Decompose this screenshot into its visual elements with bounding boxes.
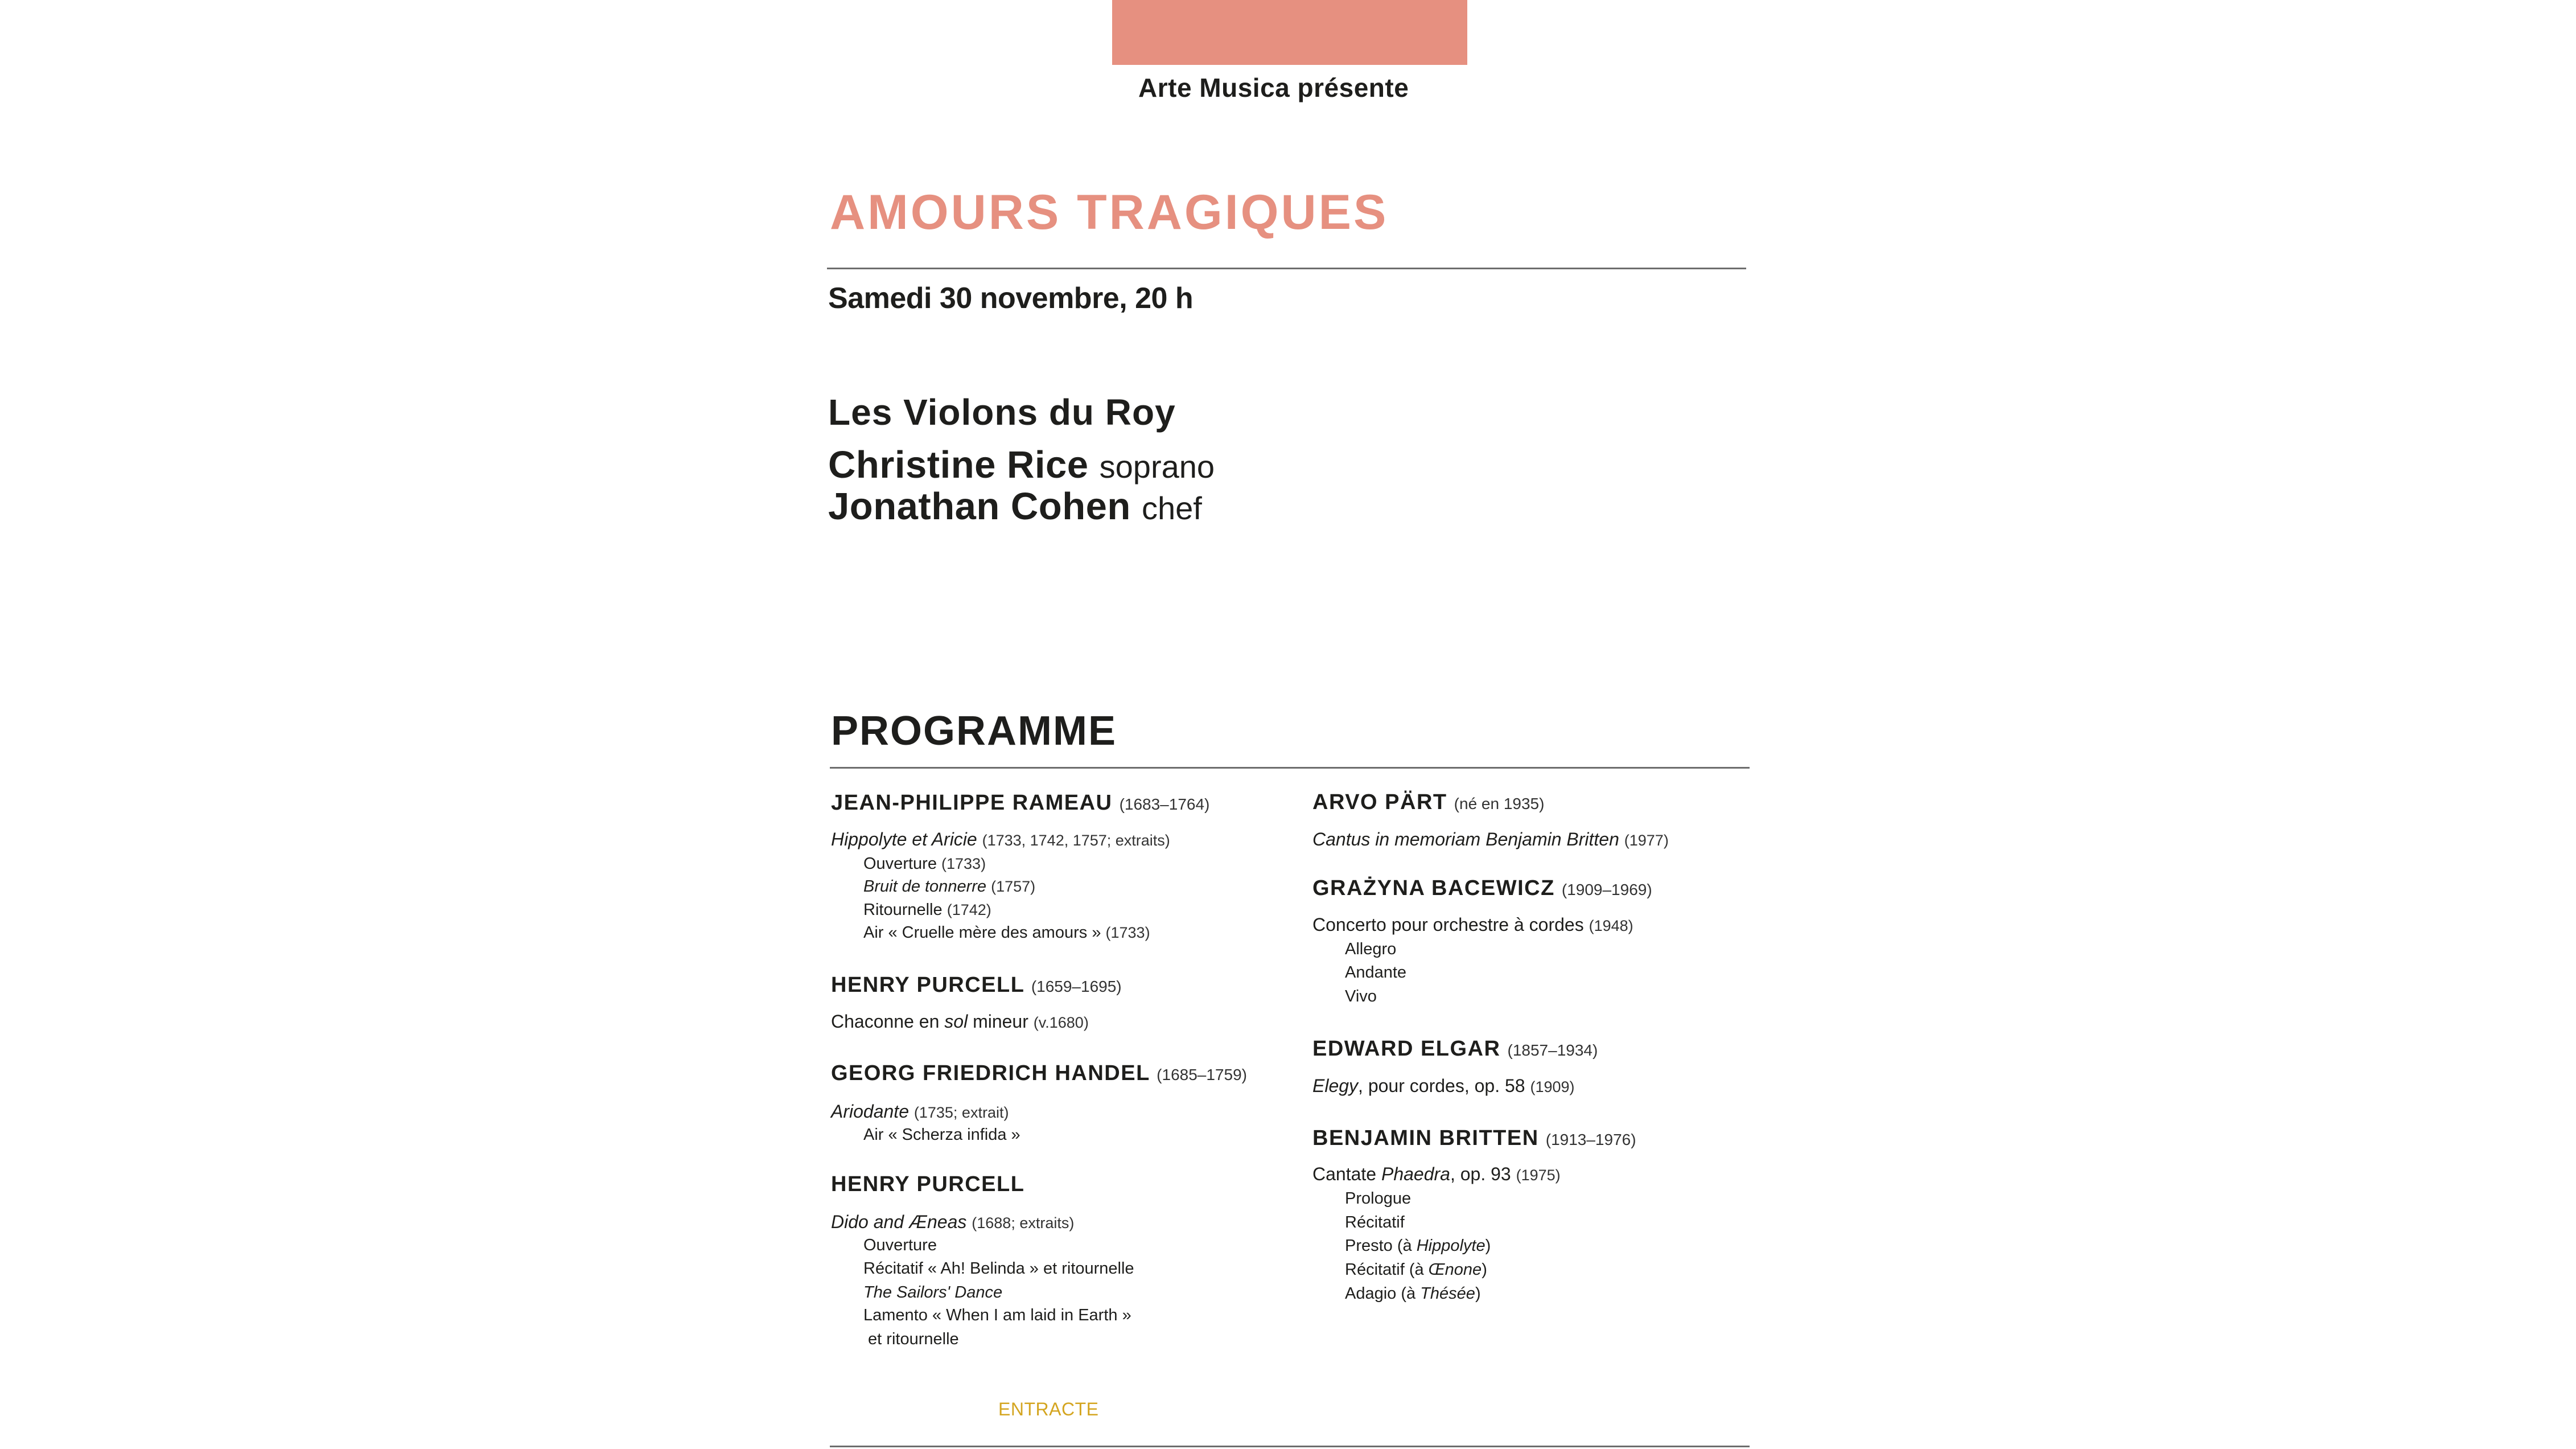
movement-dates: (1733) [941,855,986,872]
composer-name: BENJAMIN BRITTEN [1312,1126,1539,1150]
work-title [831,1102,1009,1120]
movement-item: Vivo [1345,987,1377,1005]
composer-heading [831,792,1209,814]
composer-name: ARVO PÄRT [1312,790,1447,814]
movement-item: et ritournelle [863,1330,959,1348]
work-dates: (1975) [1516,1167,1561,1184]
composer-dates: (1659–1695) [1031,978,1122,995]
divider [830,767,1750,769]
work-name-rest: , pour cordes, op. 58 [1358,1076,1525,1096]
composer-dates: (1857–1934) [1507,1041,1598,1059]
performer-conductor [828,487,1202,526]
movement-item: Ouverture [863,1236,937,1254]
movement-item [1345,1238,1491,1254]
work-title [1312,830,1669,848]
performer-soprano [828,446,1215,484]
composer-name: EDWARD ELGAR [1312,1037,1501,1061]
composer-dates: (1913–1976) [1545,1131,1636,1148]
movement-item [863,856,986,872]
performer-role: chef [1141,490,1202,526]
work-dates: (1948) [1589,917,1633,934]
work-name: Ariodante [831,1101,909,1122]
movement-item [863,925,1150,941]
programme-heading: PROGRAMME [831,708,1117,754]
performer-name: Jonathan Cohen [828,485,1131,528]
work-dates: (1735; extrait) [913,1104,1009,1121]
composer-heading [1312,1038,1598,1060]
performer-role: soprano [1099,449,1215,485]
movement-item: Prologue [1345,1189,1412,1208]
movement-item: Air « Scherza infida » [863,1126,1020,1144]
intermission-label: ENTRACTE [998,1399,1099,1419]
work-title [1312,916,1633,934]
movement-character: Thésée [1420,1284,1475,1303]
work-name-rest: , op. 93 [1450,1164,1511,1184]
movement-item [1345,1286,1481,1302]
composer-heading [1312,791,1544,813]
work-dates: (1977) [1624,832,1669,849]
movement-item: Andante [1345,963,1407,982]
work-title [831,830,1170,848]
work-title [1312,1077,1575,1095]
performer-name: Christine Rice [828,444,1089,486]
work-name: Dido and Æneas [831,1212,967,1232]
work-name-rest: mineur [968,1011,1028,1032]
composer-name: HENRY PURCELL [831,1172,1025,1196]
movement-item [1345,1262,1487,1278]
movement-item: Récitatif [1345,1213,1405,1232]
composer-name: GEORG FRIEDRICH HANDEL [831,1061,1150,1085]
work-key: sol [944,1011,968,1032]
ensemble-name: Les Violons du Roy [828,392,1176,433]
movement-name: Récitatif (à [1345,1261,1429,1279]
composer-dates: (1683–1764) [1119,795,1210,813]
work-name: Chaconne en [831,1011,945,1032]
composer-name: GRAŻYNA BACEWICZ [1312,876,1555,900]
composer-heading [831,1173,1024,1195]
movement-item: Récitatif « Ah! Belinda » et ritournelle [863,1259,1134,1278]
movement-item [863,879,1035,895]
work-name: Elegy [1312,1076,1359,1096]
movement-dates: (1733) [1105,924,1150,941]
composer-dates: (1685–1759) [1157,1066,1247,1083]
movement-close: ) [1485,1237,1491,1255]
work-title [1312,1165,1561,1183]
movement-character: Œnone [1428,1261,1482,1279]
movement-character: Hippolyte [1416,1237,1485,1255]
composer-dates: (né en 1935) [1454,795,1545,812]
composer-name: HENRY PURCELL [831,973,1024,997]
concert-date: Samedi 30 novembre, 20 h [828,282,1194,315]
movement-dates: (1757) [991,878,1036,895]
movement-name: Ritournelle [863,901,943,919]
composer-dates: (1909–1969) [1561,881,1652,898]
movement-name: Ouverture [863,855,937,873]
work-dates: (1688; extraits) [972,1214,1075,1232]
movement-item: Allegro [1345,940,1397,958]
composer-heading [831,1062,1247,1084]
header-accent-bar [1112,0,1467,65]
movement-item: The Sailors' Dance [863,1283,1003,1302]
work-name: Cantus in memoriam Benjamin Britten [1312,829,1619,849]
work-dates: (v.1680) [1033,1014,1089,1031]
movement-name: Presto (à [1345,1237,1417,1255]
composer-heading [1312,877,1652,899]
concert-title: AMOURS TRAGIQUES [830,185,1389,240]
presenter-label: Arte Musica présente [1138,73,1409,102]
movement-close: ) [1475,1284,1481,1303]
work-name: Hippolyte et Aricie [831,829,977,849]
work-title [831,1012,1089,1031]
work-name: Cantate [1312,1164,1381,1184]
composer-heading [1312,1127,1636,1149]
work-key: Phaedra [1381,1164,1450,1184]
movement-name: Adagio (à [1345,1284,1421,1303]
movement-dates: (1742) [947,901,991,918]
work-title [831,1213,1074,1231]
composer-heading [831,974,1122,996]
divider [827,268,1746,269]
movement-item: Lamento « When I am laid in Earth » [863,1306,1131,1324]
work-dates: (1733, 1742, 1757; extraits) [982,832,1170,849]
movement-name: Bruit de tonnerre [863,877,987,896]
movement-name: Air « Cruelle mère des amours » [863,923,1101,942]
work-dates: (1909) [1530,1078,1575,1095]
movement-item [863,902,991,918]
composer-name: JEAN-PHILIPPE RAMEAU [831,791,1113,815]
work-name: Concerto pour orchestre à cordes [1312,914,1584,935]
divider [830,1446,1750,1447]
movement-close: ) [1482,1261,1487,1279]
